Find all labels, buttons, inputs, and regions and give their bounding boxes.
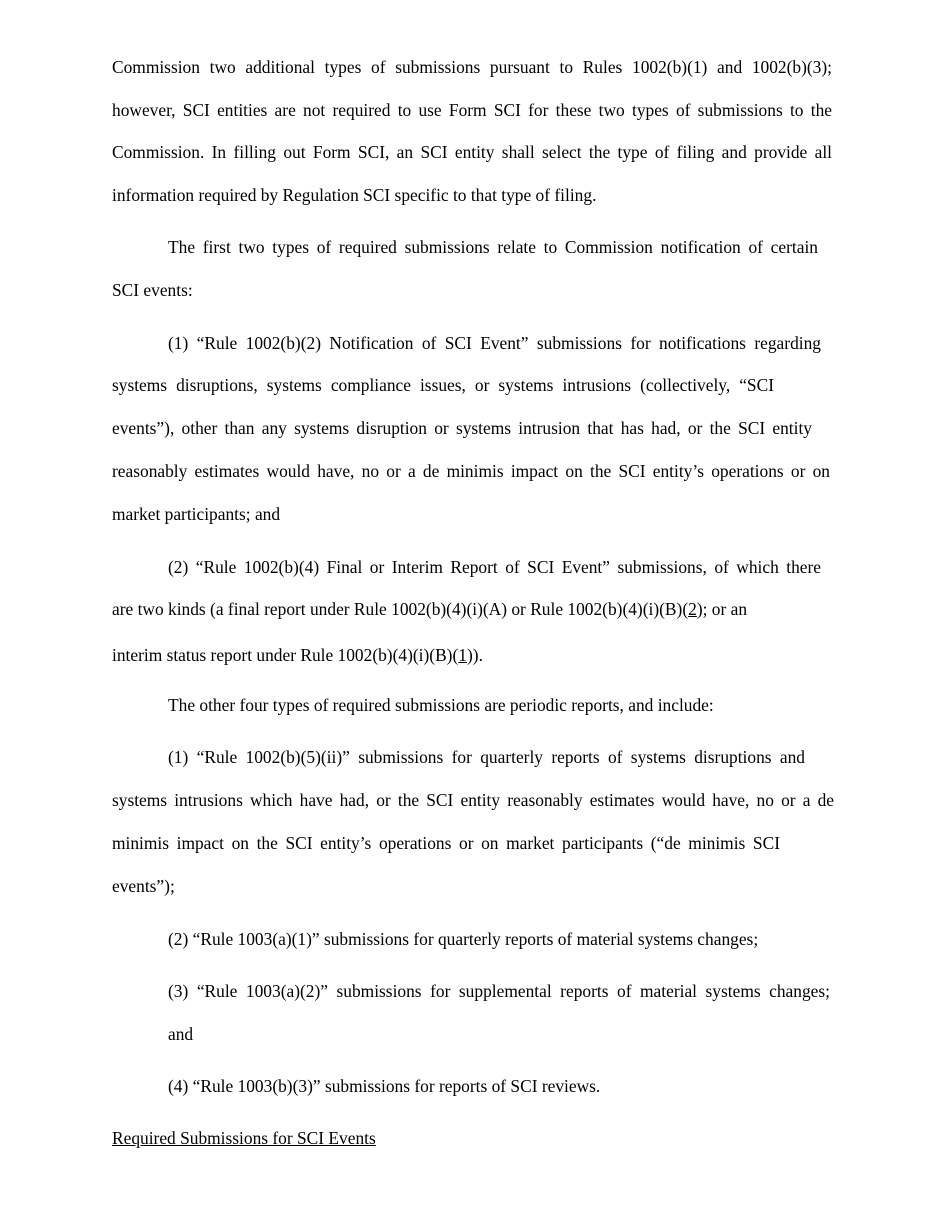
paragraph-line: information required by Regulation SCI specific to that type of filing.: [112, 185, 597, 205]
paragraph-line: The other four types of required submissions are periodic reports, and include:: [168, 695, 714, 715]
paragraph-line: reasonably estimates would have, no or a de minimis impact on the SCI entity’s operations or on: [112, 461, 830, 481]
paragraph-line: minimis impact on the SCI entity’s operations or on market participants (“de minimis SCI: [112, 833, 780, 853]
paragraph-line: however, SCI entities are not required to use Form SCI for these two types of submissions to the: [112, 100, 832, 120]
paragraph-line: (1) “Rule 1002(b)(5)(ii)” submissions for quarterly reports of systems disruptions and: [168, 747, 805, 767]
paragraph-line: and: [168, 1024, 194, 1044]
paragraph-line: (2) “Rule 1003(a)(1)” submissions for quarterly reports of material systems changes;: [168, 929, 759, 949]
paragraph-line: events”), other than any systems disruption or systems intrusion that has had, or the SCI entity: [112, 418, 812, 438]
paragraph-line: (3) “Rule 1003(a)(2)” submissions for supplemental reports of material systems changes;: [168, 981, 830, 1001]
paragraph-line: The first two types of required submissions relate to Commission notification of certain: [168, 237, 818, 257]
text-run: )).: [466, 645, 483, 665]
section-heading: [112, 1127, 376, 1149]
paragraph-line: systems disruptions, systems compliance issues, or systems intrusions (collectively, “SCI: [112, 375, 774, 395]
paragraph-line: (2) “Rule 1002(b)(4) Final or Interim Report of SCI Event” submissions, of which there: [168, 557, 821, 577]
paragraph-line: Commission. In filling out Form SCI, an SCI entity shall select the type of filing and provide all: [112, 142, 832, 162]
paragraph-line: (1) “Rule 1002(b)(2) Notification of SCI Event” submissions for notifications regarding: [168, 333, 821, 353]
paragraph-line: events”);: [112, 876, 175, 896]
paragraph-line: [112, 644, 483, 666]
paragraph-line: [112, 598, 747, 620]
paragraph-line: market participants; and: [112, 504, 281, 524]
paragraph-line: (4) “Rule 1003(b)(3)” submissions for reports of SCI reviews.: [168, 1076, 601, 1096]
underlined-text: 1: [458, 645, 467, 665]
paragraph-line: SCI events:: [112, 280, 193, 300]
underlined-text: 2: [688, 599, 697, 619]
text-run: are two kinds (a final report under Rule 1002(b)(4)(i)(A) or Rule 1002(b)(4)(i)(B)(: [112, 599, 689, 619]
paragraph-line: systems intrusions which have had, or the SCI entity reasonably estimates would have, no or a de: [112, 790, 834, 810]
text-run: ); or an: [696, 599, 748, 619]
text-run: interim status report under Rule 1002(b)(4)(i)(B)(: [112, 645, 459, 665]
paragraph-line: Commission two additional types of submissions pursuant to Rules 1002(b)(1) and 1002(b)(3);: [112, 57, 832, 77]
section-heading-text: Required Submissions for SCI Events: [112, 1128, 376, 1148]
